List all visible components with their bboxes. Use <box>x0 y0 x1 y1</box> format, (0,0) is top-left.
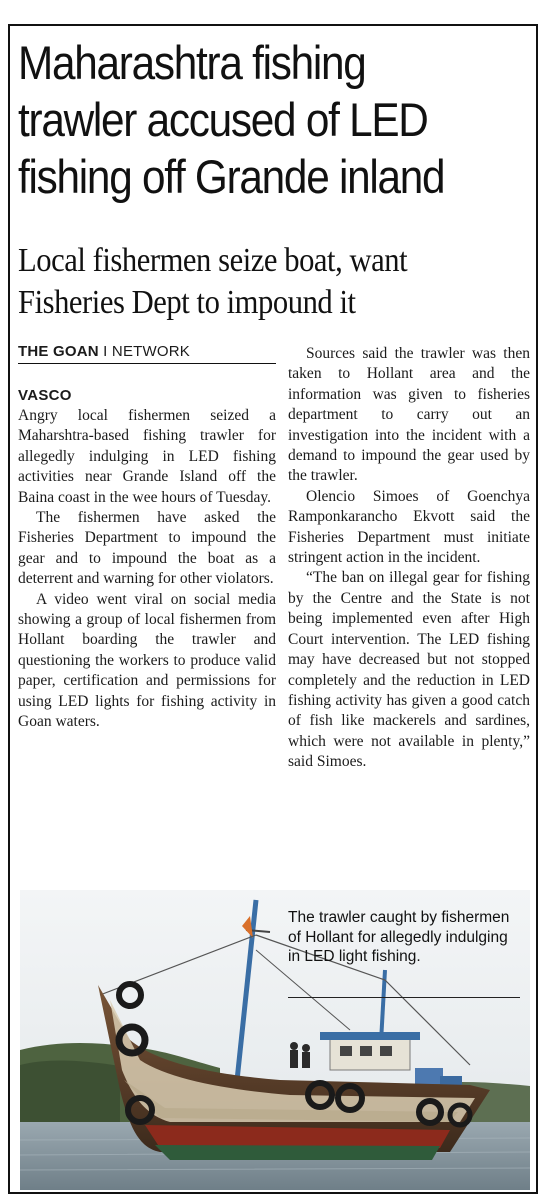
byline-separator: I <box>103 343 108 360</box>
paragraph: A video went viral on social media showing a group of local fishermen from Hollant boarding the trawler and questioning the workers to produce valid paper, certification and permissions for using LED lights for fishing activity in Goan waters. <box>18 590 276 731</box>
dateline: VASCO <box>18 387 72 404</box>
byline-brand: THE GOAN <box>18 343 99 360</box>
headline: Maharashtra fishing trawler accused of LED fishing off Grande inland <box>18 36 445 203</box>
paragraph: Sources said the trawler was then taken to Hollant area and the information was given to fisheries department to carry out an investigation into the incident with a demand to impound the gear used by the trawler. <box>288 345 530 485</box>
paragraph: The fishermen have asked the Fisheries Department to impound the gear and to impound the boat as a deterrent and warning for other violators. <box>18 509 276 588</box>
paragraph: “The ban on illegal gear for fishing by the Centre and the State is not being implemented even after High Court intervention. The LED fishing may have decreased but not stopped completely and the reduction in LED fishing activity has given a good catch of fish like mackerels and sardines, which were not available in plenty,” said Simoes. <box>288 569 530 771</box>
paragraph: Olencio Simoes of Goenchya Ramponkarancho Ekvott said the Fisheries Department must initiate stringent action in the incident. <box>288 487 530 567</box>
byline-section: NETWORK <box>111 343 190 360</box>
article-column-right <box>288 344 530 773</box>
photo-caption: The trawler caught by fishermen of Hollant for allegedly indulging in LED light fishing. <box>288 909 510 965</box>
byline <box>18 343 276 364</box>
paragraph: Angry local fishermen seized a Maharshtra-based fishing trawler for allegedly indulging in LED fishing activities near Grande Island off the Baina coast in the wee hours of Tuesday. <box>18 407 276 506</box>
caption-rule <box>288 997 520 998</box>
subheadline: Local fishermen seize boat, want Fisheries Dept to impound it <box>18 242 408 321</box>
article-column-left <box>18 386 276 733</box>
